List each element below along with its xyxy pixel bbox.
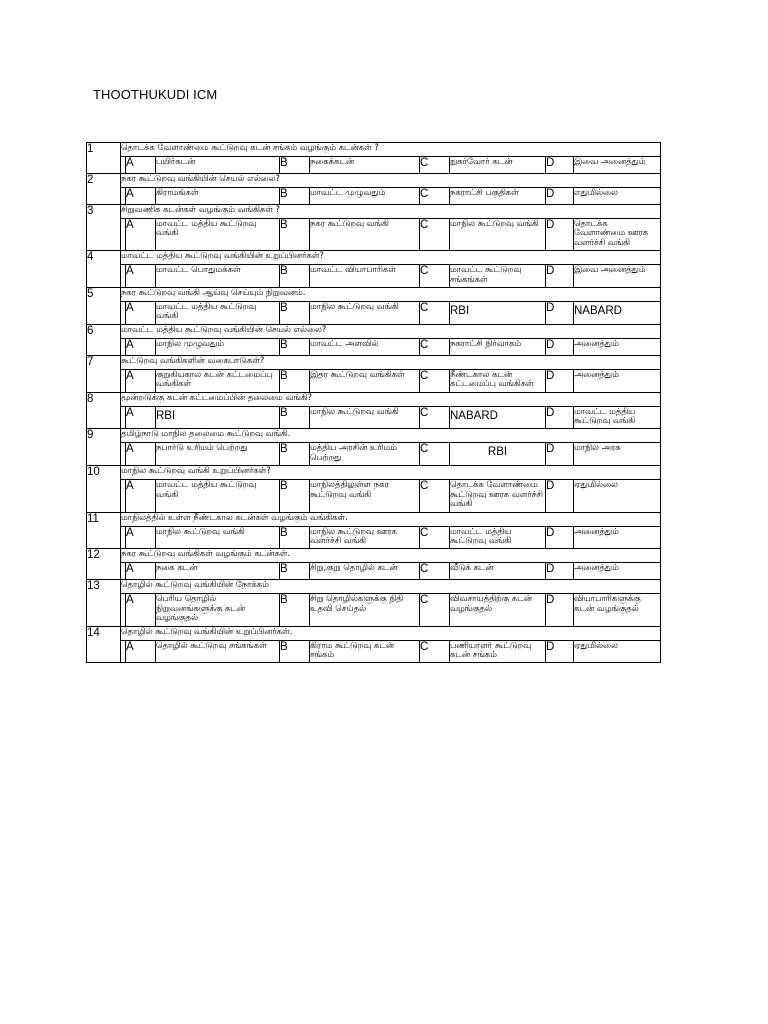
option-letter: B	[280, 265, 310, 288]
option-letter: B	[280, 443, 310, 466]
option-text: மாநில கூட்டுறவு வங்கி	[310, 302, 420, 325]
question-row	[87, 174, 661, 188]
question-number: 8	[87, 392, 121, 429]
options-row	[87, 480, 661, 512]
option-letter: D	[546, 157, 574, 174]
option-text: நீண்டகால கடன் கட்டமைப்பு வங்கிகள்	[450, 369, 546, 392]
option-letter: A	[126, 443, 156, 466]
option-letter: B	[280, 563, 310, 580]
question-row	[87, 288, 661, 302]
option-letter: D	[546, 265, 574, 288]
option-text: மாநில கூட்டுறவு வங்கி	[310, 406, 420, 429]
option-letter: D	[546, 594, 574, 626]
question-text: நகர கூட்டுறவு வங்கியின் செயல் எல்லை?	[121, 174, 661, 188]
option-letter: B	[280, 526, 310, 549]
option-letter: A	[126, 526, 156, 549]
option-letter: A	[126, 265, 156, 288]
option-text: பயிர்கடன்	[156, 157, 280, 174]
question-number: 9	[87, 429, 121, 466]
question-text: தொடக்க வேளாண்மை கூட்டுறவு கடன் சங்கம் வழங்கும் கடன்கள் ?	[121, 143, 661, 157]
options-row	[87, 302, 661, 325]
option-letter: A	[126, 594, 156, 626]
option-text: மாநில கூட்டுறவு ஊரக வளர்ச்சி வங்கி	[310, 526, 420, 549]
option-letter: A	[126, 188, 156, 205]
question-row	[87, 626, 661, 640]
option-letter: D	[546, 640, 574, 663]
question-number: 13	[87, 580, 121, 626]
option-text: கிராமங்கள்	[156, 188, 280, 205]
option-text: நுகர்வோர் கடன்	[450, 157, 546, 174]
option-letter: C	[420, 265, 450, 288]
option-letter: C	[420, 219, 450, 251]
question-row	[87, 205, 661, 219]
question-row	[87, 355, 661, 369]
option-text: இதர கூட்டுறவு வங்கிகள்	[310, 369, 420, 392]
option-text: அனைத்தும்	[574, 338, 661, 355]
option-text: மாநில அரசு	[574, 443, 661, 466]
option-letter: D	[546, 526, 574, 549]
option-letter: A	[126, 302, 156, 325]
question-row	[87, 580, 661, 594]
option-letter: C	[420, 369, 450, 392]
question-text: சிறுவணிக கடன்கள் வழங்கும் வங்கிகள் ?	[121, 205, 661, 219]
option-letter: B	[280, 406, 310, 429]
option-letter: C	[420, 480, 450, 512]
question-text: நகர கூட்டுறவு வங்கிகள் வழங்கும் கடன்கள்.	[121, 549, 661, 563]
option-text: மாநில கூட்டுறவு வங்கி	[450, 219, 546, 251]
question-row	[87, 512, 661, 526]
option-letter: C	[420, 157, 450, 174]
option-text: மாவட்ட அளவில்	[310, 338, 420, 355]
option-letter: B	[280, 157, 310, 174]
question-text: மாநிலத்தில் உள்ள நீண்டகால கடன்கள் வழங்கும் வங்கிகள்.	[121, 512, 661, 526]
option-text: NABARD	[574, 302, 661, 325]
option-letter: C	[420, 526, 450, 549]
option-text: கிராம கூட்டுறவு கடன் சங்கம்	[310, 640, 420, 663]
option-text: வியாபாரிகளுக்கு கடன் வழங்குதல்	[574, 594, 661, 626]
option-letter: D	[546, 406, 574, 429]
option-letter: D	[546, 443, 574, 466]
option-text: தொடக்க வேளாண்மை கூட்டுறவு ஊரக வளர்ச்சி வங்கி	[450, 480, 546, 512]
option-text: தொழில் கூட்டுறவு சங்கங்கள்	[156, 640, 280, 663]
options-row	[87, 188, 661, 205]
option-letter: C	[420, 338, 450, 355]
option-letter: D	[546, 563, 574, 580]
question-text: நகர கூட்டுறவு வங்கி ஆய்வு செய்யும் நிறுவனம்.	[121, 288, 661, 302]
option-text: நகராட்சி நிர்வாகம்	[450, 338, 546, 355]
question-table	[86, 142, 661, 663]
option-text: மாநில கூட்டுறவு வங்கி	[156, 526, 280, 549]
question-row	[87, 549, 661, 563]
option-text: ஏதுமில்லை	[574, 640, 661, 663]
option-text: மாவட்ட மத்திய கூட்டுறவு வங்கி	[450, 526, 546, 549]
option-text: நகைக்கடன்	[310, 157, 420, 174]
options-row	[87, 594, 661, 626]
option-letter: D	[546, 369, 574, 392]
option-letter: B	[280, 338, 310, 355]
options-row	[87, 219, 661, 251]
option-text: குறுகியகால கடன் கட்டமைப்பு வங்கிகள்	[156, 369, 280, 392]
option-letter: A	[126, 219, 156, 251]
options-row	[87, 563, 661, 580]
option-text: அனைத்தும்	[574, 369, 661, 392]
option-text: அனைத்தும்	[574, 563, 661, 580]
question-row	[87, 466, 661, 480]
option-letter: D	[546, 219, 574, 251]
option-text: மாவட்ட பொதுமக்கள்	[156, 265, 280, 288]
option-letter: D	[546, 188, 574, 205]
options-row	[87, 406, 661, 429]
question-number: 1	[87, 143, 121, 174]
question-text: தொழில் கூட்டுறவு வங்கியின் நோக்கம்	[121, 580, 661, 594]
question-number: 7	[87, 355, 121, 392]
option-text: நகர கூட்டுறவு வங்கி	[310, 219, 420, 251]
question-text: மூன்றடுக்கு கடன் கட்டமைப்பின் தலைமை வங்கி?	[121, 392, 661, 406]
option-letter: C	[420, 594, 450, 626]
option-letter: A	[126, 640, 156, 663]
option-text: தொடக்க வேளாண்மை ஊரக வளர்ச்சி வங்கி	[574, 219, 661, 251]
question-number: 2	[87, 174, 121, 205]
option-letter: A	[126, 563, 156, 580]
option-letter: C	[420, 406, 450, 429]
option-text: மாநில முழுவதும்	[156, 338, 280, 355]
option-text: RBI	[156, 406, 280, 429]
option-letter: B	[280, 188, 310, 205]
option-letter: C	[420, 188, 450, 205]
question-row	[87, 324, 661, 338]
question-text: தமிழ்நாடு மாநில தலைமை கூட்டுறவு வங்கி.	[121, 429, 661, 443]
option-letter: C	[420, 563, 450, 580]
option-letter: D	[546, 338, 574, 355]
option-text: சிறு தொழில்களுக்கு நிதி உதவி செய்தல்	[310, 594, 420, 626]
option-text: பெரிய தொழில் நிறுவனங்களுக்கு கடன் வழங்குதல்	[156, 594, 280, 626]
option-letter: A	[126, 480, 156, 512]
option-text: மாவட்ட முழுவதும்	[310, 188, 420, 205]
option-text: மாவட்ட மத்திய கூட்டுறவு வங்கி	[156, 219, 280, 251]
option-letter: C	[420, 443, 450, 466]
options-row	[87, 443, 661, 466]
option-text: மத்திய அரசின் உரிமம் பெற்றது	[310, 443, 420, 466]
options-row	[87, 265, 661, 288]
question-number: 5	[87, 288, 121, 325]
option-letter: C	[420, 640, 450, 663]
question-number: 14	[87, 626, 121, 663]
option-text: விவசாயத்திற்கு கடன் வழங்குதல்	[450, 594, 546, 626]
option-text: மாவட்ட மத்திய கூட்டுறவு வங்கி	[156, 302, 280, 325]
option-text: RBI	[450, 443, 546, 466]
question-number: 10	[87, 466, 121, 512]
question-text: தொழில் கூட்டுறவு வங்கியின் உறுப்பினர்கள்.	[121, 626, 661, 640]
options-row	[87, 157, 661, 174]
option-letter: A	[126, 157, 156, 174]
option-letter: B	[280, 640, 310, 663]
option-text: அனைத்தும்	[574, 526, 661, 549]
option-text: மாவட்ட மத்திய கூட்டுறவு வங்கி	[574, 406, 661, 429]
option-text: நபார்டு உரிமம் பெற்றது	[156, 443, 280, 466]
option-letter: B	[280, 369, 310, 392]
option-letter: B	[280, 480, 310, 512]
question-row	[87, 392, 661, 406]
option-letter: B	[280, 302, 310, 325]
option-letter: A	[126, 369, 156, 392]
option-letter: D	[546, 302, 574, 325]
option-letter: A	[126, 338, 156, 355]
options-row	[87, 526, 661, 549]
option-text: RBI	[450, 302, 546, 325]
option-letter: D	[546, 480, 574, 512]
question-number: 12	[87, 549, 121, 580]
question-text: மாவட்ட மத்திய கூட்டுறவு வங்கியின் உறுப்பினர்கள்?	[121, 251, 661, 265]
question-row	[87, 429, 661, 443]
question-number: 11	[87, 512, 121, 549]
option-text: மாவட்ட மத்திய கூட்டுறவு வங்கி	[156, 480, 280, 512]
question-number: 6	[87, 324, 121, 355]
option-letter: B	[280, 594, 310, 626]
option-text: பணியாளர் கூட்டுறவு கடன் சங்கம்	[450, 640, 546, 663]
option-text: மாவட்ட வியாபாரிகள்	[310, 265, 420, 288]
option-text: நகை கடன்	[156, 563, 280, 580]
option-letter: B	[280, 219, 310, 251]
question-text: கூட்டுறவு வங்கிகளின் வகைபாடுகள்?	[121, 355, 661, 369]
option-text: மாவட்ட கூட்டுறவு சங்கங்கள்	[450, 265, 546, 288]
option-text: NABARD	[450, 406, 546, 429]
option-text: வீடுக் கடன்	[450, 563, 546, 580]
option-text: மாநிலத்திலுள்ள நகர கூட்டுறவு வங்கி	[310, 480, 420, 512]
option-text: இவை அனைத்தும்	[574, 265, 661, 288]
document-title: THOOTHUKUDI ICM	[93, 87, 218, 102]
question-text: மாநில கூட்டுறவு வங்கி உறுப்பினர்கள்?	[121, 466, 661, 480]
option-text: எதுமில்லை	[574, 188, 661, 205]
question-number: 4	[87, 251, 121, 288]
question-number: 3	[87, 205, 121, 251]
option-text: ஏதுமில்லை	[574, 480, 661, 512]
options-row	[87, 640, 661, 663]
option-text: சிறு,குறு தொழில் கடன்	[310, 563, 420, 580]
options-row	[87, 338, 661, 355]
options-row	[87, 369, 661, 392]
option-letter: A	[126, 406, 156, 429]
option-text: நகராட்சி பகுதிகள்	[450, 188, 546, 205]
option-text: இவை அனைத்தும்	[574, 157, 661, 174]
question-text: மாவட்ட மத்திய கூட்டுறவு வங்கியின் செயல் எல்லை?	[121, 324, 661, 338]
option-letter: C	[420, 302, 450, 325]
question-row	[87, 251, 661, 265]
question-row	[87, 143, 661, 157]
